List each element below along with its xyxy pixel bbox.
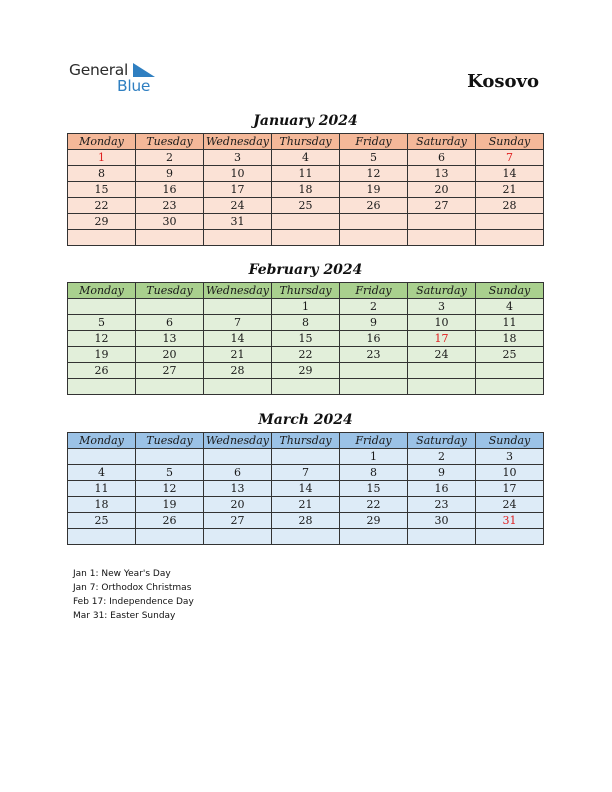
- day-cell: [408, 214, 476, 230]
- day-cell: 4: [68, 465, 136, 481]
- week-row: [68, 513, 544, 529]
- weekday-header-row: [68, 433, 544, 449]
- day-cell: 27: [204, 513, 272, 529]
- weekday-header-wednesday: Wednesday: [204, 283, 272, 299]
- day-cell: [408, 230, 476, 246]
- day-cell: 15: [272, 331, 340, 347]
- week-row: [68, 529, 544, 545]
- day-cell: [272, 449, 340, 465]
- day-cell: 9: [136, 166, 204, 182]
- month-title-february: February 2024: [248, 262, 363, 278]
- weekday-header-saturday: Saturday: [408, 134, 476, 150]
- day-cell: [136, 529, 204, 545]
- day-cell: [136, 230, 204, 246]
- day-cell: 15: [68, 182, 136, 198]
- day-cell: 11: [476, 315, 544, 331]
- week-row: [68, 150, 544, 166]
- weekday-header-tuesday: Tuesday: [136, 283, 204, 299]
- day-cell: 18: [476, 331, 544, 347]
- day-cell: [204, 529, 272, 545]
- day-cell: 25: [476, 347, 544, 363]
- day-cell: 18: [68, 497, 136, 513]
- day-cell: 31: [476, 513, 544, 529]
- day-cell: 15: [340, 481, 408, 497]
- day-cell: 26: [340, 198, 408, 214]
- day-cell: 7: [476, 150, 544, 166]
- day-cell: 29: [68, 214, 136, 230]
- day-cell: 14: [476, 166, 544, 182]
- day-cell: 17: [408, 331, 476, 347]
- day-cell: 13: [408, 166, 476, 182]
- week-row: [68, 331, 544, 347]
- month-title-march: March 2024: [258, 412, 353, 428]
- day-cell: 29: [340, 513, 408, 529]
- day-cell: 22: [68, 198, 136, 214]
- day-cell: 30: [136, 214, 204, 230]
- day-cell: 28: [204, 363, 272, 379]
- day-cell: 10: [476, 465, 544, 481]
- day-cell: 21: [204, 347, 272, 363]
- weekday-header-friday: Friday: [340, 283, 408, 299]
- day-cell: 27: [136, 363, 204, 379]
- holiday-item: Mar 31: Easter Sunday: [73, 611, 176, 621]
- day-cell: 11: [272, 166, 340, 182]
- weekday-header-thursday: Thursday: [272, 283, 340, 299]
- day-cell: 12: [340, 166, 408, 182]
- day-cell: 10: [408, 315, 476, 331]
- day-cell: [476, 379, 544, 395]
- week-row: [68, 363, 544, 379]
- day-cell: [340, 363, 408, 379]
- day-cell: 5: [68, 315, 136, 331]
- day-cell: [408, 363, 476, 379]
- day-cell: [408, 379, 476, 395]
- day-cell: 18: [272, 182, 340, 198]
- weekday-header-friday: Friday: [340, 433, 408, 449]
- day-cell: [340, 230, 408, 246]
- holiday-item: Feb 17: Independence Day: [73, 597, 194, 607]
- day-cell: 25: [68, 513, 136, 529]
- day-cell: 22: [272, 347, 340, 363]
- logo: [69, 61, 159, 95]
- day-cell: [476, 529, 544, 545]
- day-cell: 28: [272, 513, 340, 529]
- day-cell: [408, 529, 476, 545]
- week-row: [68, 299, 544, 315]
- weekday-header-thursday: Thursday: [272, 433, 340, 449]
- week-row: [68, 315, 544, 331]
- day-cell: 5: [136, 465, 204, 481]
- day-cell: 3: [408, 299, 476, 315]
- day-cell: 13: [204, 481, 272, 497]
- day-cell: 20: [408, 182, 476, 198]
- weekday-header-wednesday: Wednesday: [204, 433, 272, 449]
- day-cell: 6: [204, 465, 272, 481]
- weekday-header-monday: Monday: [68, 433, 136, 449]
- day-cell: 1: [340, 449, 408, 465]
- calendar-february: [67, 282, 544, 395]
- day-cell: 4: [272, 150, 340, 166]
- day-cell: [204, 379, 272, 395]
- day-cell: 10: [204, 166, 272, 182]
- week-row: [68, 379, 544, 395]
- logo-general-text: General: [69, 61, 128, 79]
- calendar-march: [67, 432, 544, 545]
- day-cell: 7: [272, 465, 340, 481]
- day-cell: [68, 379, 136, 395]
- week-row: [68, 497, 544, 513]
- day-cell: 6: [136, 315, 204, 331]
- day-cell: 14: [204, 331, 272, 347]
- day-cell: [476, 363, 544, 379]
- day-cell: 3: [204, 150, 272, 166]
- day-cell: [476, 214, 544, 230]
- day-cell: 9: [340, 315, 408, 331]
- day-cell: 16: [340, 331, 408, 347]
- day-cell: 21: [476, 182, 544, 198]
- country-title: Kosovo: [467, 71, 539, 92]
- day-cell: 9: [408, 465, 476, 481]
- day-cell: 23: [408, 497, 476, 513]
- day-cell: 8: [272, 315, 340, 331]
- day-cell: 8: [340, 465, 408, 481]
- weekday-header-friday: Friday: [340, 134, 408, 150]
- day-cell: 2: [136, 150, 204, 166]
- weekday-header-sunday: Sunday: [476, 433, 544, 449]
- calendar-january: [67, 133, 544, 246]
- day-cell: [204, 230, 272, 246]
- day-cell: [476, 230, 544, 246]
- day-cell: 29: [272, 363, 340, 379]
- day-cell: [340, 214, 408, 230]
- day-cell: 4: [476, 299, 544, 315]
- day-cell: 1: [68, 150, 136, 166]
- day-cell: [272, 379, 340, 395]
- day-cell: [204, 449, 272, 465]
- weekday-header-tuesday: Tuesday: [136, 134, 204, 150]
- weekday-header-tuesday: Tuesday: [136, 433, 204, 449]
- day-cell: [272, 214, 340, 230]
- day-cell: 19: [68, 347, 136, 363]
- day-cell: 19: [136, 497, 204, 513]
- day-cell: [68, 449, 136, 465]
- day-cell: 5: [340, 150, 408, 166]
- day-cell: [272, 230, 340, 246]
- day-cell: 19: [340, 182, 408, 198]
- day-cell: [136, 299, 204, 315]
- day-cell: 2: [340, 299, 408, 315]
- holiday-item: Jan 1: New Year's Day: [73, 569, 171, 579]
- month-title-january: January 2024: [253, 113, 358, 129]
- weekday-header-wednesday: Wednesday: [204, 134, 272, 150]
- weekday-header-monday: Monday: [68, 134, 136, 150]
- day-cell: 16: [408, 481, 476, 497]
- week-row: [68, 198, 544, 214]
- day-cell: 27: [408, 198, 476, 214]
- day-cell: 24: [476, 497, 544, 513]
- day-cell: [340, 379, 408, 395]
- weekday-header-saturday: Saturday: [408, 283, 476, 299]
- day-cell: 17: [204, 182, 272, 198]
- day-cell: 21: [272, 497, 340, 513]
- day-cell: [204, 299, 272, 315]
- day-cell: 23: [340, 347, 408, 363]
- day-cell: [136, 449, 204, 465]
- day-cell: [272, 529, 340, 545]
- day-cell: [68, 230, 136, 246]
- day-cell: [340, 529, 408, 545]
- day-cell: [136, 379, 204, 395]
- day-cell: 26: [68, 363, 136, 379]
- day-cell: 16: [136, 182, 204, 198]
- day-cell: 1: [272, 299, 340, 315]
- week-row: [68, 214, 544, 230]
- week-row: [68, 449, 544, 465]
- weekday-header-saturday: Saturday: [408, 433, 476, 449]
- day-cell: 8: [68, 166, 136, 182]
- day-cell: 7: [204, 315, 272, 331]
- day-cell: 26: [136, 513, 204, 529]
- logo-triangle-icon: [133, 63, 155, 77]
- day-cell: 30: [408, 513, 476, 529]
- day-cell: 24: [204, 198, 272, 214]
- week-row: [68, 182, 544, 198]
- day-cell: [68, 529, 136, 545]
- weekday-header-monday: Monday: [68, 283, 136, 299]
- holiday-item: Jan 7: Orthodox Christmas: [73, 583, 192, 593]
- day-cell: 11: [68, 481, 136, 497]
- week-row: [68, 465, 544, 481]
- day-cell: 12: [68, 331, 136, 347]
- holiday-list: [73, 567, 194, 623]
- day-cell: [68, 299, 136, 315]
- weekday-header-row: [68, 283, 544, 299]
- day-cell: 17: [476, 481, 544, 497]
- day-cell: 3: [476, 449, 544, 465]
- day-cell: 6: [408, 150, 476, 166]
- day-cell: 25: [272, 198, 340, 214]
- day-cell: 31: [204, 214, 272, 230]
- week-row: [68, 166, 544, 182]
- day-cell: 2: [408, 449, 476, 465]
- logo-blue-text: Blue: [117, 77, 151, 95]
- week-row: [68, 230, 544, 246]
- weekday-header-sunday: Sunday: [476, 283, 544, 299]
- weekday-header-row: [68, 134, 544, 150]
- day-cell: 12: [136, 481, 204, 497]
- day-cell: 20: [136, 347, 204, 363]
- day-cell: 13: [136, 331, 204, 347]
- day-cell: 14: [272, 481, 340, 497]
- day-cell: 22: [340, 497, 408, 513]
- week-row: [68, 347, 544, 363]
- day-cell: 20: [204, 497, 272, 513]
- day-cell: 23: [136, 198, 204, 214]
- weekday-header-sunday: Sunday: [476, 134, 544, 150]
- day-cell: 28: [476, 198, 544, 214]
- weekday-header-thursday: Thursday: [272, 134, 340, 150]
- week-row: [68, 481, 544, 497]
- day-cell: 24: [408, 347, 476, 363]
